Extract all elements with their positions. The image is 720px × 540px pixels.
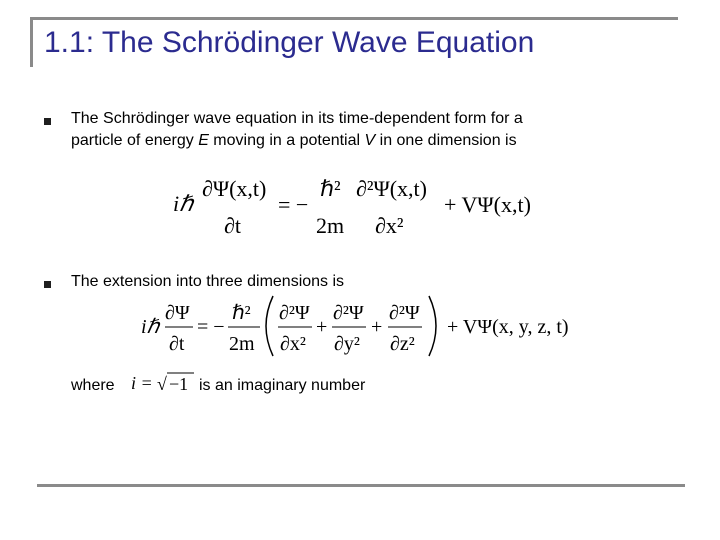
eq1-lhs-denominator: ∂t [224,213,241,238]
bullet-1-text [71,108,523,152]
eq1-potential-term: + VΨ(x,t) [444,192,531,217]
bullet-1-line-2 [71,130,523,152]
imag-lhs: i = [131,373,153,393]
equation-3d [135,292,585,362]
equation-1d [160,168,580,248]
imaginary-unit-equation [128,368,198,398]
bullet-1-line-2-mid: moving in a potential [208,132,365,149]
eq3-dx-numerator: ∂²Ψ [279,302,310,324]
slide-title: 1.1: The Schrödinger Wave Equation [44,26,535,59]
eq3-dz-denominator: ∂z² [390,333,415,355]
slide-frame-bottom-line [37,484,685,487]
eq3-coef-denominator: 2m [229,333,255,355]
eq3-right-paren [429,296,436,356]
where-label: where [71,377,115,394]
eq3-lhs-denominator: ∂t [169,333,185,355]
eq1-deriv-numerator: ∂²Ψ(x,t) [356,176,427,201]
imag-radicand: −1 [169,374,189,394]
energy-variable: E [198,132,209,149]
bullet-2-text: The extension into three dimensions is [71,273,345,290]
bullet-1-line-1: The Schrödinger wave equation in its time-dependent form for a [71,110,523,127]
eq1-coef-denominator: 2m [316,213,345,238]
bullet-1-line-2-post: in one dimension is [375,132,517,149]
eq3-lhs-prefix: iℏ [141,316,160,338]
eq1-deriv-denominator: ∂x² [375,213,404,238]
eq1-lhs-prefix: iℏ [173,191,194,216]
eq3-plus-1: + [316,316,328,338]
eq1-lhs-numerator: ∂Ψ(x,t) [202,176,267,201]
eq3-coef-numerator: ℏ² [232,302,251,324]
where-description: is an imaginary number [199,377,366,394]
eq3-dy-numerator: ∂²Ψ [333,302,364,324]
eq3-dx-denominator: ∂x² [280,333,306,355]
eq3-dz-numerator: ∂²Ψ [389,302,420,324]
eq3-lhs-numerator: ∂Ψ [165,302,190,324]
potential-variable: V [364,132,376,149]
eq1-equals-minus: = − [278,192,309,217]
bullet-marker-1 [44,118,51,125]
slide-frame-left-line [30,17,33,67]
eq3-left-paren [266,296,273,356]
bullet-marker-2 [44,281,51,288]
eq1-coef-numerator: ℏ² [320,176,341,201]
eq3-potential-term: + VΨ(x, y, z, t) [447,316,569,338]
bullet-1-line-2-pre: particle of energy [71,132,199,149]
eq3-dy-denominator: ∂y² [334,333,360,355]
imag-radical: √ [157,374,167,394]
eq3-plus-2: + [371,316,383,338]
slide-frame-top-line [30,17,678,20]
eq3-equals-minus: = − [197,316,225,338]
